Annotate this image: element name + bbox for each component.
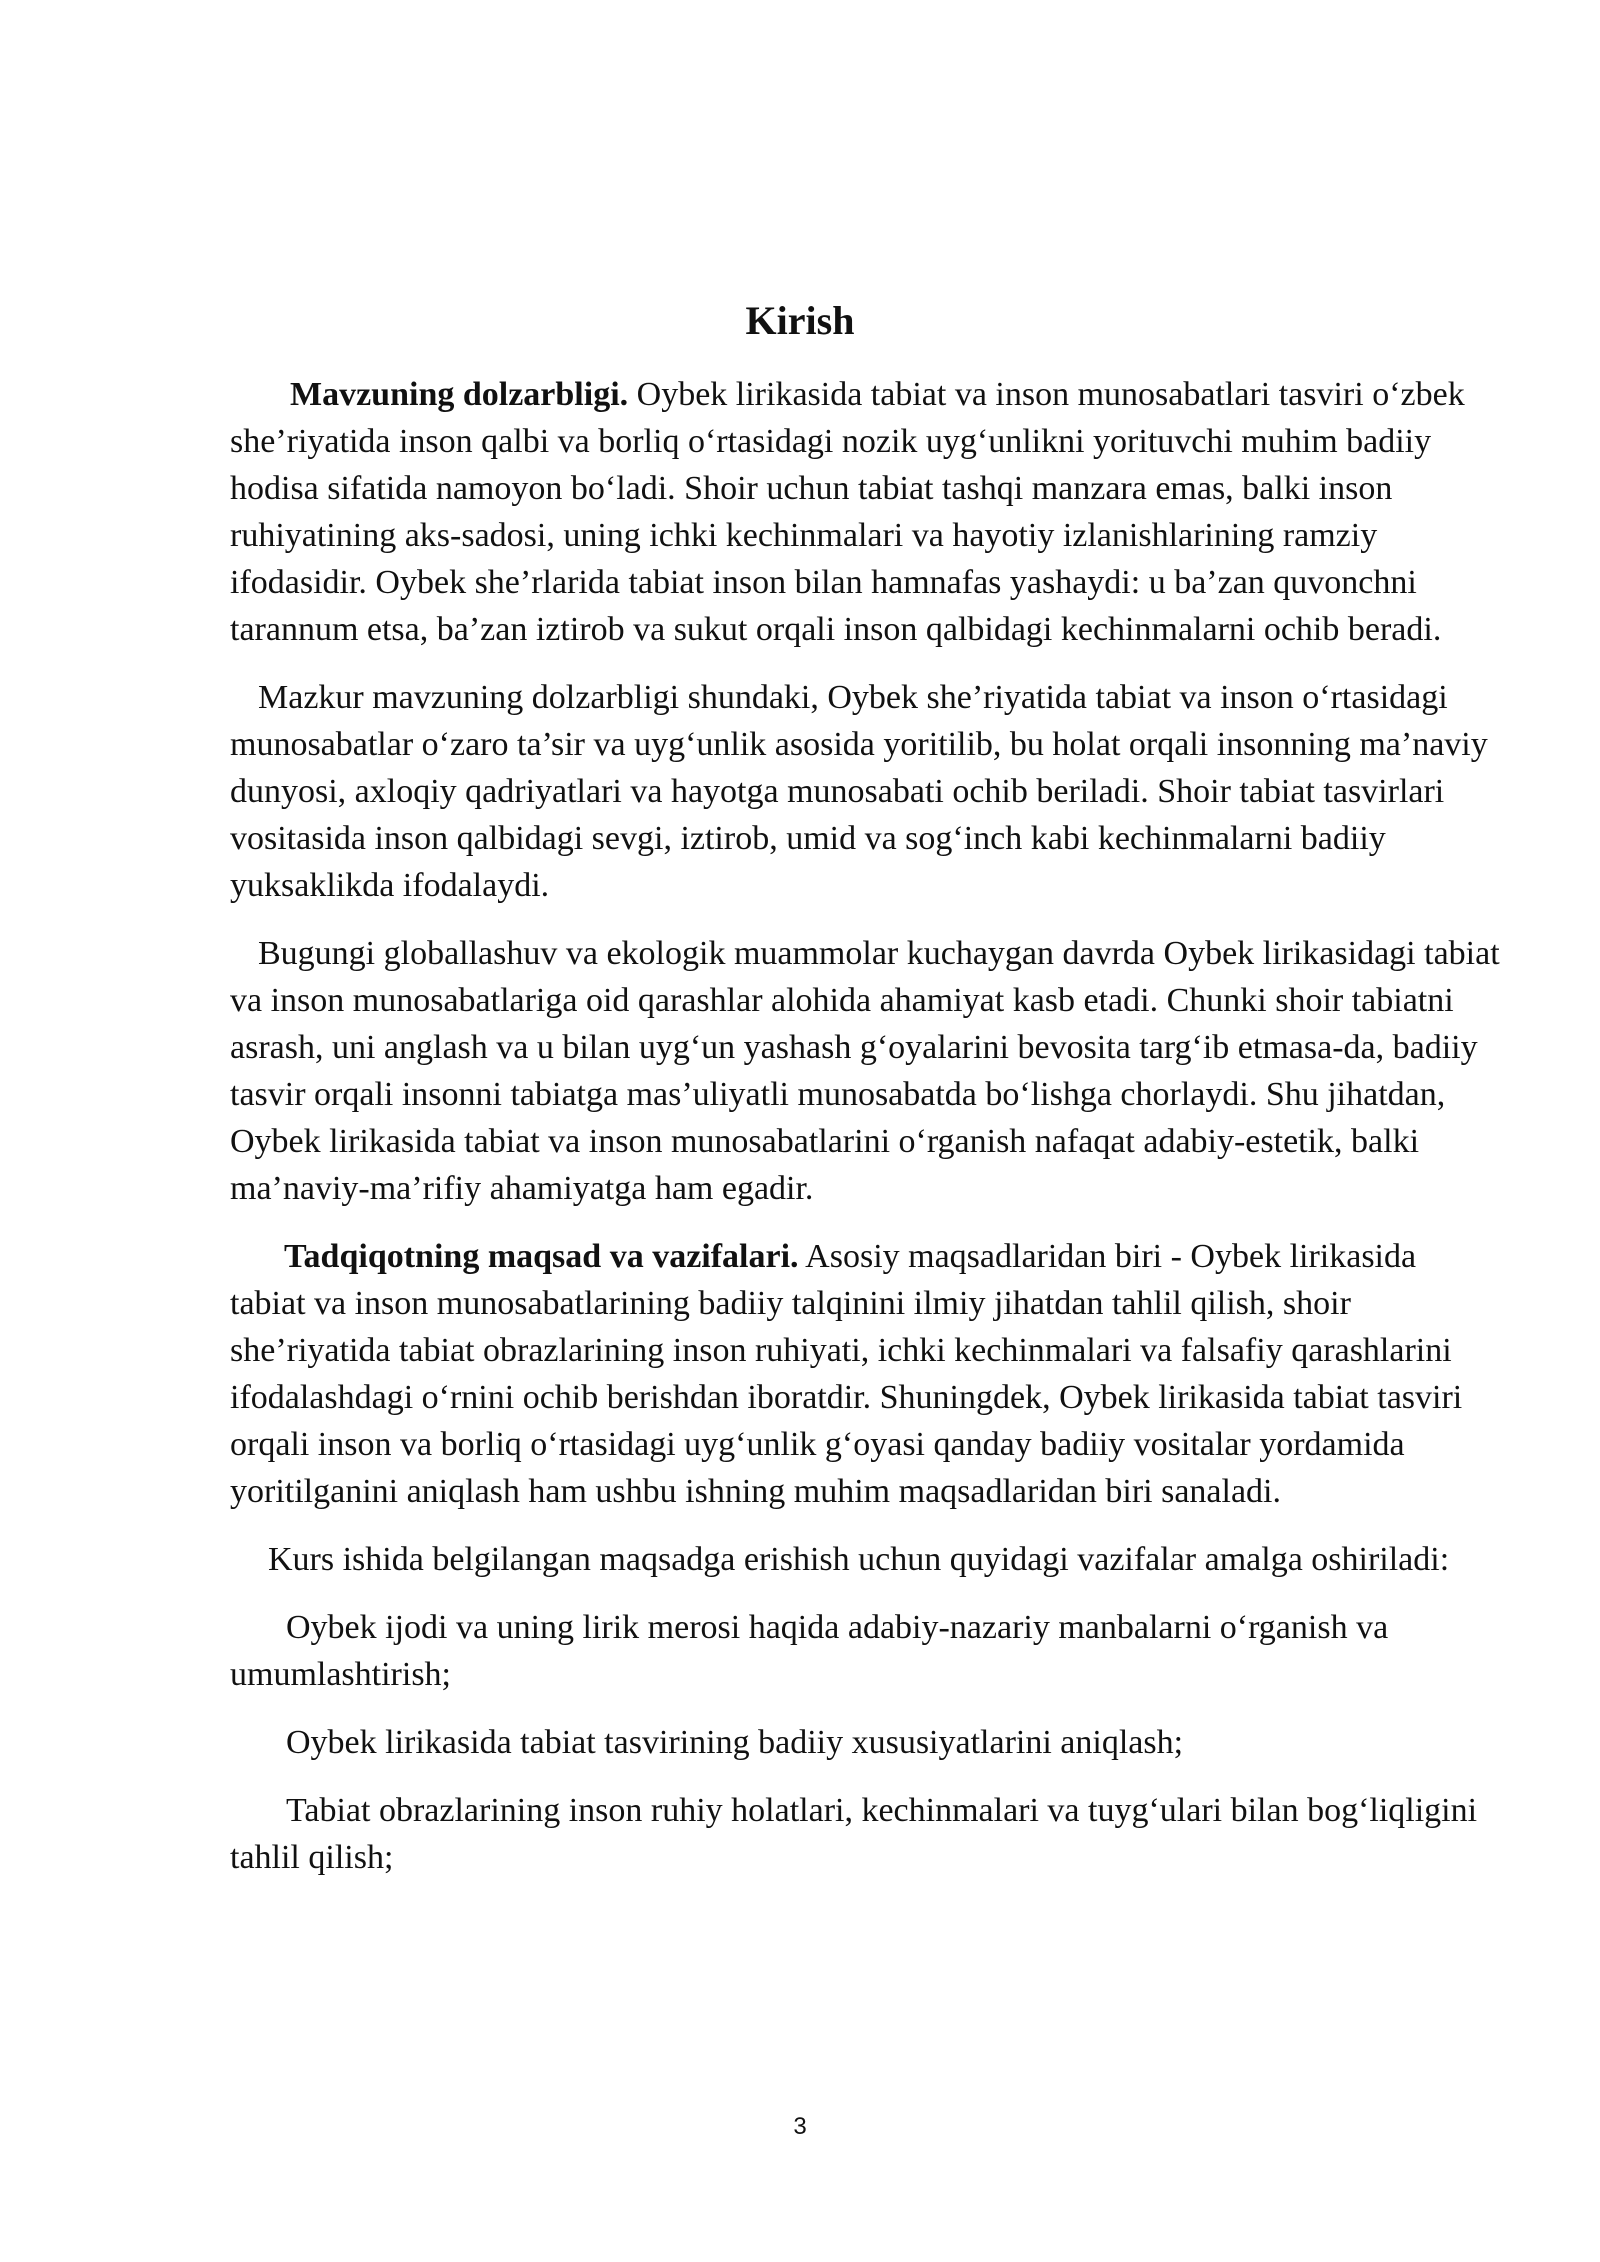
paragraph-relevance-details [230,674,1500,909]
section-heading-relevance: Mavzuning dolzarbligi. [290,376,629,413]
section-heading-goals: Tadqiqotning maqsad va vazifalari. [284,1238,799,1275]
paragraph-text: Bugungi globallashuv va ekologik muammolar kuchaygan davrda Oybek lirikasidagi tabiat va inson munosabatlariga oid qarashlar alohida ahamiyat kasb etadi. Chunki shoir tabiatni asrash, uni anglash va u bilan uyg‘un yashash g‘oyalarini bevosita targ‘ib etmasa-da, badiiy tasvir orqali insonni tabiatga mas’uliyatli munosabatda bo‘lishga chorlaydi. Shu jihatdan, Oybek lirikasida tabiat va inson munosabatlarini o‘rganish nafaqat adabiy-estetik, balki ma’naviy-ma’rifiy ahamiyatga ham egadir. [230,935,1500,1207]
task-item [230,1604,1500,1698]
paragraph-text: Mazkur mavzuning dolzarbligi shundaki, Oybek she’riyatida tabiat va inson o‘rtasidagi munosabatlar o‘zaro ta’sir va uyg‘unlik asosida yoritilib, bu holat orqali insonning ma’naviy dunyosi, axloqiy qadriyatlari va hayotga munosabati ochib beriladi. Shoir tabiat tasvirlari vositasida inson qalbidagi sevgi, iztirob, umid va sog‘inch kabi kechinmalarni badiiy yuksaklikda ifodalaydi. [230,679,1488,904]
document-body [230,371,1500,1881]
paragraph-tasks-intro [230,1536,1500,1583]
paragraph-text: Oybek lirikasida tabiat va inson munosabatlari tasviri o‘zbek she’riyatida inson qalbi va borliq o‘rtasidagi nozik uyg‘unlikni yorituvchi muhim badiiy hodisa sifatida namoyon bo‘ladi. Shoir uchun tabiat tashqi manzara emas, balki inson ruhiyatining aks-sadosi, uning ichki kechinmalari va hayotiy izlanishlarining ramziy ifodasidir. Oybek she’rlarida tabiat inson bilan hamnafas yashaydi: u ba’zan quvonchni tarannum etsa, ba’zan iztirob va sukut orqali inson qalbidagi kechinmalarni ochib beradi. [230,376,1465,648]
paragraph-text: Oybek lirikasida tabiat tasvirining badiiy xususiyatlarini aniqlash; [286,1724,1184,1761]
task-item [230,1719,1500,1766]
paragraph-text: Oybek ijodi va uning lirik merosi haqida adabiy-nazariy manbalarni o‘rganish va umumlashtirish; [230,1609,1389,1693]
paragraph-text: Kurs ishida belgilangan maqsadga erishish uchun quyidagi vazifalar amalga oshiriladi: [268,1541,1450,1578]
page-number: 3 [793,2113,807,2140]
page-title: Kirish [745,298,855,343]
paragraph-global-context [230,930,1500,1212]
paragraph-goals [230,1233,1500,1515]
paragraph-text: Asosiy maqsadlaridan biri - Oybek lirikasida tabiat va inson munosabatlarining badiiy talqinini ilmiy jihatdan tahlil qilish, shoir she’riyatida tabiat obrazlarining inson ruhiyati, ichki kechinmalari va falsafiy qarashlarini ifodalashdagi o‘rnini ochib berishdan iboratdir. Shuningdek, Oybek lirikasida tabiat tasviri orqali inson va borliq o‘rtasidagi uyg‘unlik g‘oyasi qanday badiiy vositalar yordamida yoritilganini aniqlash ham ushbu ishning muhim maqsadlaridan biri sanaladi. [230,1238,1463,1510]
paragraph-relevance [230,371,1500,653]
task-item [230,1787,1500,1881]
paragraph-text: Tabiat obrazlarining inson ruhiy holatlari, kechinmalari va tuyg‘ulari bilan bog‘liqligini tahlil qilish; [230,1792,1478,1876]
